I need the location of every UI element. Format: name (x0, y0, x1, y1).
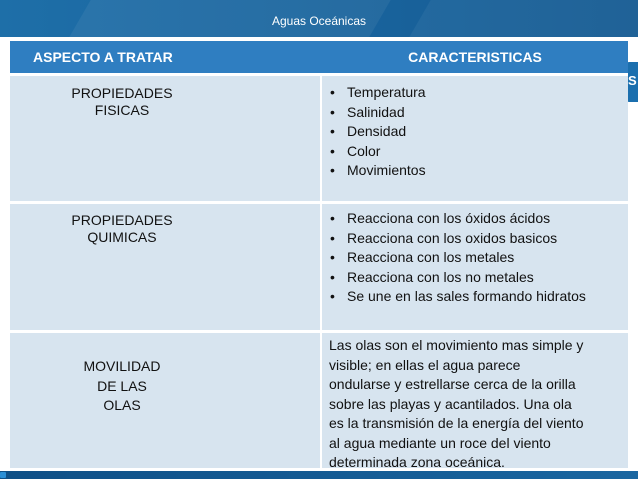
footer-decoration (0, 472, 6, 478)
aspect-cell (10, 76, 322, 201)
aspect-cell (10, 204, 322, 330)
list-item (329, 229, 628, 249)
properties-table (10, 41, 628, 468)
list-item-text: Salinidad (347, 103, 405, 120)
paragraph-line: al agua mediante un roce del viento (329, 434, 551, 451)
logo-letter: S (628, 73, 637, 88)
characteristics-cell (322, 333, 628, 468)
paragraph-line: visible; en ellas el agua parece (329, 356, 521, 373)
bullet-icon: • (330, 210, 335, 226)
table-row (10, 201, 628, 330)
list-item-text: Se une en las sales formando hidratos (347, 288, 586, 304)
bullet-icon: • (330, 249, 335, 265)
column-header-aspect: ASPECTO A TRATAR (33, 49, 173, 65)
list-item (329, 268, 628, 288)
table-row (10, 73, 628, 201)
paragraph-line: Las olas son el movimiento mas simple y (329, 337, 584, 353)
bullet-icon: • (330, 288, 335, 304)
characteristics-list (329, 209, 628, 307)
slide-footer-bar (0, 471, 638, 479)
aspect-line: PROPIEDADES (71, 85, 173, 101)
aspect-cell (10, 333, 322, 468)
list-item (329, 83, 628, 103)
list-item (329, 103, 628, 123)
list-item (329, 248, 628, 268)
aspect-line: DE LAS (97, 377, 147, 394)
list-item-text: Color (347, 142, 381, 159)
list-item-text: Reacciona con los no metales (347, 268, 534, 285)
characteristics-list (329, 83, 628, 181)
bullet-icon: • (330, 142, 335, 159)
paragraph-line: es la transmisión de la energía del viento (329, 415, 584, 431)
column-header-characteristics: CARACTERISTICAS (408, 49, 542, 65)
aspect-line: PROPIEDADES (71, 212, 173, 228)
list-item (329, 209, 628, 229)
slide-header-bar (0, 0, 638, 37)
bullet-icon: • (330, 229, 335, 246)
list-item-text: Reacciona con los oxidos basicos (347, 229, 558, 246)
list-item-text: Temperatura (347, 84, 426, 100)
list-item-text: Reacciona con los óxidos ácidos (347, 210, 551, 226)
list-item (329, 122, 628, 142)
bullet-icon: • (330, 162, 335, 178)
bullet-icon: • (330, 84, 335, 100)
list-item-text: Movimientos (347, 162, 426, 178)
list-item-text: Reacciona con los metales (347, 249, 515, 265)
aspect-line: MOVILIDAD (83, 358, 161, 374)
bullet-icon: • (330, 123, 335, 139)
paragraph-line: determinada zona oceánica. (329, 454, 505, 470)
list-item-text: Densidad (347, 123, 407, 139)
table-row (10, 330, 628, 468)
characteristics-cell (322, 204, 628, 330)
aspect-line: OLAS (103, 397, 141, 413)
bullet-icon: • (330, 268, 335, 285)
paragraph-line: sobre las playas y acantilados. Una ola (329, 395, 572, 412)
paragraph-line: ondularse y estrellarse cerca de la orilla (329, 376, 576, 392)
list-item (329, 161, 628, 181)
bullet-icon: • (330, 103, 335, 120)
slide-title: Aguas Oceánicas (271, 14, 367, 28)
aspect-line: FISICAS (94, 102, 150, 118)
table-header-row (10, 41, 628, 73)
aspect-line: QUIMICAS (87, 229, 157, 245)
characteristics-cell (322, 76, 628, 201)
list-item (329, 287, 628, 307)
list-item (329, 142, 628, 162)
